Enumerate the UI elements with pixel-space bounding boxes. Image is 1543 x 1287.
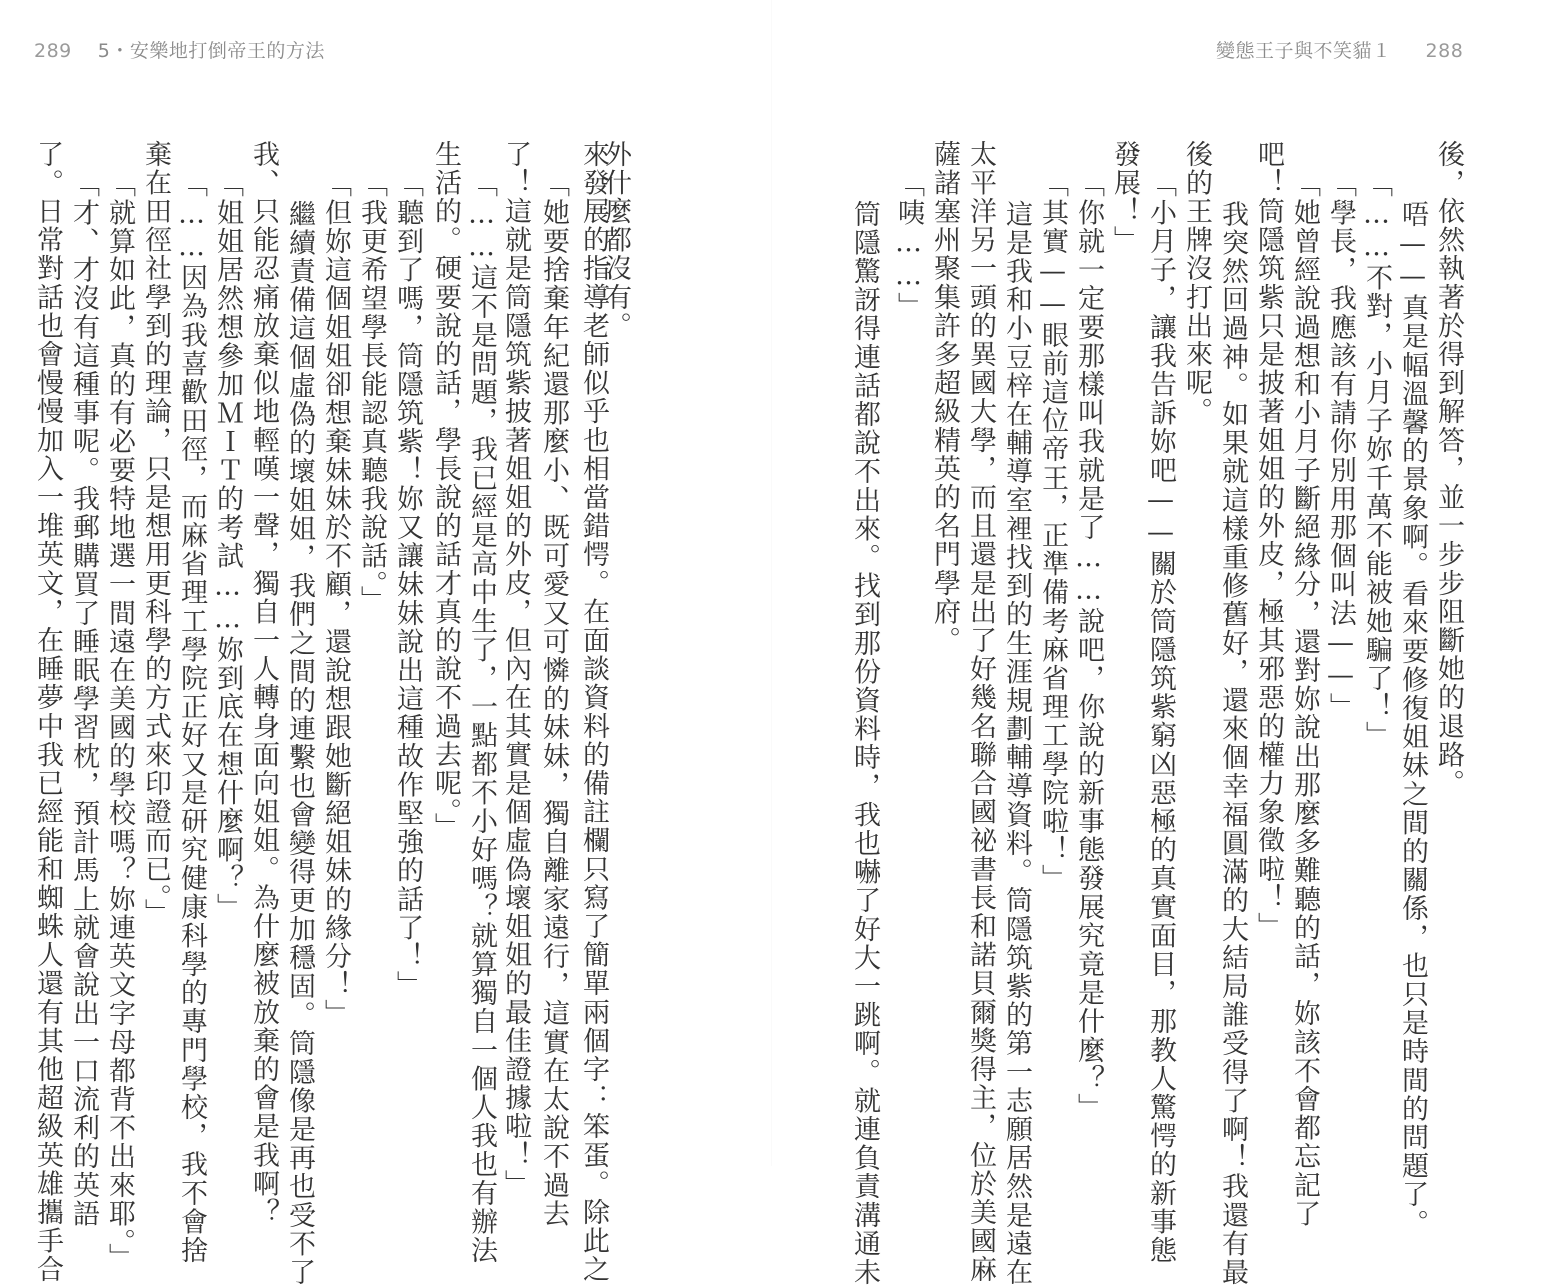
text-column: 「……因為我喜歡田徑，而麻省理工學院正好又是研究健康科學的專門學校，我不會捨: [176, 170, 207, 1265]
text-column: 「就算如此，真的有必要特地選一間遠在美國的學校嗎？妳連英文字母都背不出來耶。」: [104, 170, 135, 1272]
left-running-head: 5・安樂地打倒帝王的方法: [97, 40, 325, 62]
text-column: 「才、才沒有這種事呢。我郵購買了睡眠學習枕，預計馬上就會說出一口流利的英語: [68, 170, 99, 1229]
text-column: 「但妳這個姐姐卻想棄妹妹於不顧，還說想跟她斷絕姐妹的緣分！」: [320, 170, 351, 1028]
text-column: 了！這就是筒隱筑紫披著姐姐的外皮，但內在其實是個虛偽壞姐姐的最佳證據啦！」: [500, 140, 531, 1199]
text-column: 「小月子，讓我告訴妳吧——關於筒隱筑紫窮凶惡極的真實面目，那教人驚愕的新事態: [1145, 170, 1176, 1265]
text-column: 唔——真是幅溫馨的景象啊。看來要修復姐妹之間的關係，也只是時間的問題了。: [1397, 200, 1428, 1238]
text-column: 後的王牌沒打出來呢。: [1181, 140, 1212, 426]
text-column: 外什麼都沒有。: [600, 140, 631, 341]
right-running-head: 變態王子與不笑貓１: [1216, 40, 1392, 62]
right-page-number: 288: [1425, 40, 1464, 62]
text-column: 「……這不是問題，我已經是高中生了，一點都不小好嗎？就算獨自一個人我也有辦法: [466, 170, 497, 1265]
text-column: 繼續責備這個虛偽的壞姐姐，我們之間的連繫也會變得更加穩固。筒隱像是再也受不了: [284, 200, 315, 1287]
text-column: 「聽到了嗎，筒隱筑紫！妳又讓妹妹說出這種故作堅強的話了！」: [392, 170, 423, 1000]
text-column: 我突然回過神。如果就這樣重修舊好，還來個幸福圓滿的大結局誰受得了啊！我還有最: [1217, 200, 1248, 1287]
left-page-number: 289: [34, 40, 72, 62]
text-column: 「……不對，小月子妳千萬不能被她騙了！」: [1361, 170, 1392, 750]
text-column: 了。日常對話也會慢慢加入一堆英文，在睡夢中我已經能和蜘蛛人還有其他超級英雄攜手合: [32, 140, 63, 1284]
text-column: 「學長，我應該有請你別用那個叫法——」: [1325, 170, 1356, 722]
left-page-header: [34, 36, 325, 63]
page-gutter: [771, 0, 772, 1166]
text-column: 筒隱驚訝得連話都說不出來。找到那份資料時，我也嚇了好大一跳啊。就連負責溝通未: [849, 200, 880, 1287]
text-column: 棄在田徑社學到的理論，只是想用更科學的方式來印證而已。」: [140, 140, 171, 928]
text-column: 發展！」: [1109, 140, 1140, 255]
text-column: 薩諸塞州聚集許多超級精英的名門學府。: [929, 140, 960, 655]
right-page-header: [1216, 36, 1463, 63]
text-column: 「你就一定要那樣叫我就是了……說吧，你說的新事態發展究竟是什麼？」: [1073, 170, 1104, 1122]
text-column: 「她曾經說過想和小月子斷絕緣分，還對妳說出那麼多難聽的話，妳該不會都忘記了: [1289, 170, 1320, 1229]
right-page-body: [825, 128, 1475, 1287]
text-column: 「她要捨棄年紀還那麼小、既可愛又可憐的妹妹，獨自離家遠行，這實在太說不過去: [538, 170, 569, 1229]
text-column: 太平洋另一頭的異國大學，而且還是出了好幾名聯合國祕書長和諾貝爾獎得主，位於美國麻: [965, 140, 996, 1284]
text-column: 後，依然執著於得到解答，並一步步阻斷她的退路。: [1433, 140, 1464, 798]
text-column: 「咦……」: [893, 170, 924, 321]
text-column: 吧！筒隱筑紫只是披著姐姐的外皮，極其邪惡的權力象徵啦！」: [1253, 140, 1284, 941]
left-page-body: [20, 128, 660, 1287]
text-column: 生活的。硬要說的話，學長說的話才真的說不過去呢。」: [430, 140, 461, 842]
text-column: 這是我和小豆梓在輔導室裡找到的生涯規劃輔導資料。筒隱筑紫的第一志願居然是遠在: [1001, 200, 1032, 1287]
text-column: 我、只能忍痛放棄似地輕嘆一聲，獨自一人轉身面向姐姐。為什麼被放棄的會是我啊？: [248, 140, 279, 1227]
text-column: 「我更希望學長能認真聽我說話。」: [356, 170, 387, 615]
text-column: 「其實——眼前這位帝王，正準備考麻省理工學院啦！」: [1037, 170, 1068, 893]
text-column: 「姐姐居然想參加ＭＩＴ的考試……妳到底在想什麼啊？」: [212, 170, 243, 922]
text-column: 來發展的指導老師似乎也相當錯愕。在面談資料的備註欄只寫了簡單兩個字：笨蛋。除此之: [578, 140, 609, 1284]
